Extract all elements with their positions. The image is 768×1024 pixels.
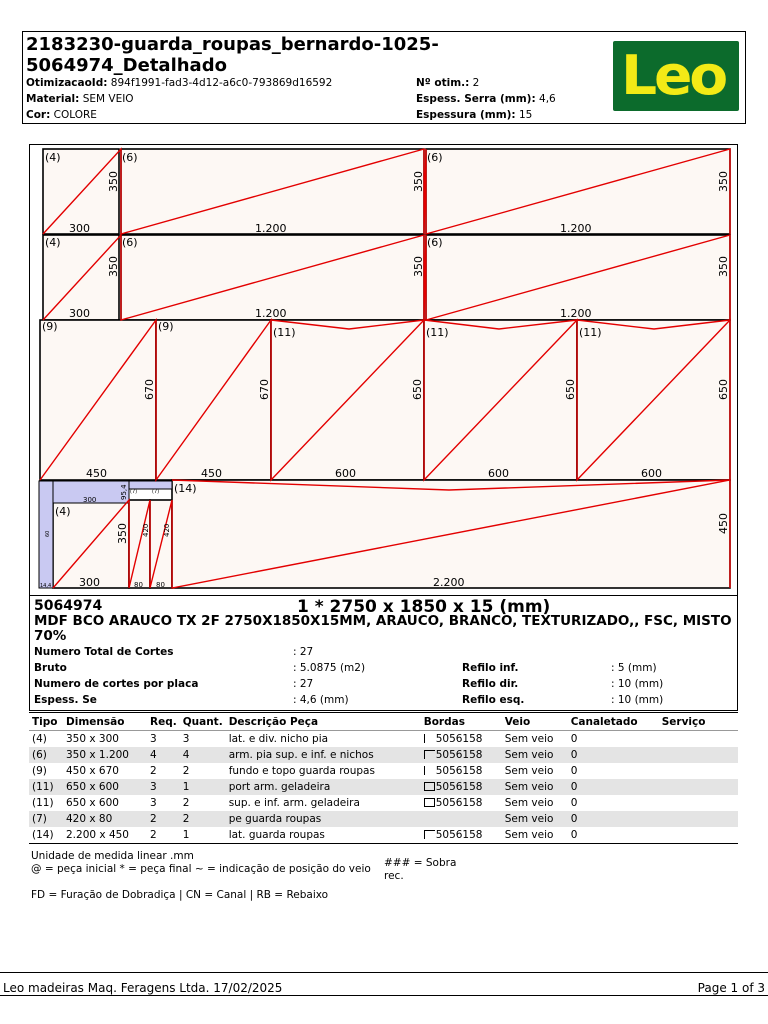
cell-descricao: fundo e topo guarda roupas	[228, 765, 375, 777]
cell-dimensao: 650 x 600	[63, 779, 147, 795]
table-row	[29, 747, 738, 763]
trim-label: Refilo dir.	[462, 678, 519, 690]
cell-bordas: 5056158	[421, 827, 502, 844]
table-row	[29, 779, 738, 795]
cell-quant: 3	[182, 733, 190, 745]
dimension-label: 650	[411, 379, 424, 400]
cell-tipo: (4)	[32, 733, 47, 745]
cell-veio: Sem veio	[502, 811, 568, 827]
trim-label: Refilo inf.	[462, 662, 519, 674]
dimension-label: 300	[69, 307, 90, 320]
dimension-label: 450	[86, 467, 107, 480]
dimension-label: 600	[641, 467, 662, 480]
color-field: Cor: COLORE	[26, 109, 97, 121]
col-servico: Serviço	[659, 713, 738, 731]
cell-quant: 1	[180, 779, 226, 795]
dimension-label: 350	[116, 523, 129, 544]
col-bordas: Bordas	[421, 713, 502, 731]
summary-value: : 27	[293, 678, 314, 690]
cell-servico	[659, 811, 738, 827]
cell-servico	[659, 747, 738, 763]
edge-banding-icon	[424, 814, 435, 823]
dimension-label: 450	[717, 513, 730, 534]
legend-codes: FD = Furação de Dobradiça | CN = Canal | RB = Rebaixo	[31, 889, 329, 901]
cell-quant: 2	[180, 811, 226, 827]
dimension-label: 350	[107, 171, 120, 192]
cell-servico	[659, 763, 738, 779]
edge-banding-icon	[424, 830, 435, 839]
dimension-label: (4)	[55, 505, 71, 518]
cell-req: 2	[150, 829, 157, 841]
cell-tipo: (11)	[32, 797, 54, 809]
cell-veio: Sem veio	[502, 747, 568, 763]
legend-symbols: @ = peça inicial * = peça final ~ = indicação de posição do veio	[31, 863, 371, 875]
cell-descricao: lat. e div. nicho pia	[228, 733, 329, 745]
dimension-label: 600	[335, 467, 356, 480]
summary-value: : 5.0875 (m2)	[293, 662, 366, 674]
cell-quant: 2	[182, 765, 190, 777]
trim-value: : 5 (mm)	[611, 662, 657, 674]
cell-bordas: 5056158	[421, 731, 502, 748]
cell-descricao: lat. guarda roupas	[228, 829, 325, 841]
col-tipo: Tipo	[29, 713, 63, 731]
dimension-label: (6)	[427, 236, 443, 249]
cell-canaletado: 0	[568, 779, 659, 795]
summary-label: Numero de cortes por placa	[34, 678, 199, 690]
page-number: Page 1 of 3	[697, 981, 765, 995]
cell-descricao: port arm. geladeira	[226, 779, 421, 795]
col-canaletado: Canaletado	[568, 713, 659, 731]
dimension-label: 60	[45, 530, 51, 537]
dimension-label: 420	[163, 523, 171, 537]
cell-servico	[659, 827, 738, 844]
dimension-label: 350	[717, 171, 730, 192]
cell-descricao: sup. e inf. arm. geladeira	[228, 797, 360, 809]
saw-thickness: Espess. Serra (mm): 4,6	[416, 93, 556, 105]
edge-banding-icon	[424, 750, 435, 759]
legend-units: Unidade de medida linear .mm	[31, 850, 194, 862]
cell-descricao: arm. pia sup. e inf. e nichos	[226, 747, 421, 763]
optimization-id: OtimizacaoId: 894f1991-fad3-4d12-a6c0-793869d16592	[26, 77, 333, 89]
board-thickness: Espessura (mm): 15	[416, 109, 533, 121]
dimension-label: 420	[142, 523, 150, 537]
cell-tipo: (9)	[32, 765, 47, 777]
dimension-label: (14)	[174, 482, 197, 495]
leo-logo: Leo	[613, 41, 739, 111]
summary-label: Bruto	[34, 662, 67, 674]
legend-sobra: ### = Sobra rec.	[384, 857, 457, 882]
dimension-label: 600	[488, 467, 509, 480]
cell-veio: Sem veio	[504, 797, 554, 809]
dimension-label: 1.200	[255, 307, 287, 320]
dimension-label: (7)	[130, 489, 138, 495]
dimension-label: 1.200	[560, 307, 592, 320]
cell-quant: 2	[182, 797, 190, 809]
cell-servico	[659, 731, 738, 748]
dimension-label: 1.200	[255, 222, 287, 235]
table-row	[29, 795, 738, 811]
dimension-label: (11)	[579, 326, 602, 339]
dimension-label: 650	[564, 379, 577, 400]
footer-company: Leo madeiras Maq. Feragens Ltda. 17/02/2025	[3, 981, 283, 995]
cell-tipo: (14)	[32, 829, 54, 841]
summary-value: : 27	[293, 646, 314, 658]
dimension-label: (6)	[122, 151, 138, 164]
dimension-label: 80	[134, 581, 143, 589]
dimension-label: (4)	[45, 236, 61, 249]
cell-canaletado: 0	[568, 747, 659, 763]
cell-descricao: pe guarda roupas	[226, 811, 421, 827]
dimension-label: (4)	[45, 151, 61, 164]
dimension-label: 14,4	[40, 583, 52, 589]
dimension-label: (6)	[122, 236, 138, 249]
dimension-label: 300	[83, 496, 97, 504]
cell-canaletado: 0	[570, 797, 578, 809]
pieces-table	[29, 712, 738, 844]
cell-bordas: 5056158	[421, 763, 502, 779]
otim-number: Nº otim.: 2	[416, 77, 480, 89]
dimension-label: (6)	[427, 151, 443, 164]
cell-bordas	[421, 811, 502, 827]
col-quant: Quant.	[180, 713, 226, 731]
cell-req: 2	[150, 765, 157, 777]
cell-veio: Sem veio	[502, 779, 568, 795]
cell-quant: 1	[182, 829, 190, 841]
dimension-label: (11)	[273, 326, 296, 339]
sheet-code: 5064974	[34, 598, 103, 614]
cell-canaletado: 0	[568, 811, 659, 827]
table-row	[29, 731, 738, 748]
col-req: Req.	[147, 713, 180, 731]
cell-canaletado: 0	[570, 765, 578, 777]
cell-tipo: (6)	[29, 747, 63, 763]
cell-servico	[659, 795, 738, 811]
dimension-label: 95,4	[120, 484, 128, 500]
dimension-label: 450	[201, 467, 222, 480]
edge-banding-icon	[424, 798, 435, 807]
edge-banding-icon	[424, 734, 435, 743]
cell-req: 2	[147, 811, 180, 827]
cell-bordas: 5056158	[421, 779, 502, 795]
dimension-label: 350	[412, 171, 425, 192]
table-row	[29, 827, 738, 844]
cell-req: 4	[147, 747, 180, 763]
summary-label: Numero Total de Cortes	[34, 646, 174, 658]
dimension-label: 350	[107, 256, 120, 277]
dimension-label: (9)	[42, 320, 58, 333]
dimension-label: 80	[156, 581, 165, 589]
table-row	[29, 763, 738, 779]
dimension-label: 350	[412, 256, 425, 277]
summary-label: Espess. Se	[34, 694, 97, 706]
dimension-label: 350	[717, 256, 730, 277]
cell-canaletado: 0	[570, 733, 578, 745]
summary-value: : 4,6 (mm)	[293, 694, 349, 706]
dimension-label: 300	[69, 222, 90, 235]
col-descricao: Descrição Peça	[226, 713, 421, 731]
cell-tipo: (7)	[29, 811, 63, 827]
material-description: MDF BCO ARAUCO TX 2F 2750X1850X15MM, ARAUCO, BRANCO, TEXTURIZADO,, FSC, MISTO 70%	[34, 613, 732, 644]
pieces	[40, 149, 730, 588]
dimension-label: (7)	[152, 489, 160, 495]
cell-veio: Sem veio	[504, 829, 554, 841]
dimension-label: 670	[143, 379, 156, 400]
trim-label: Refilo esq.	[462, 694, 525, 706]
cell-req: 3	[147, 779, 180, 795]
col-dimensao: Dimensão	[63, 713, 147, 731]
cell-req: 3	[150, 797, 157, 809]
trim-value: : 10 (mm)	[611, 694, 664, 706]
dimension-label: 1.200	[560, 222, 592, 235]
sheet-dimensions: 1 * 2750 x 1850 x 15 (mm)	[297, 597, 551, 617]
table-header	[29, 713, 738, 731]
dimension-label: 2.200	[433, 576, 465, 589]
document-title: 2183230-guarda_roupas_bernardo-1025-5064974_Detalhado	[26, 34, 439, 76]
edge-banding-icon	[424, 766, 435, 775]
dimension-label: (11)	[426, 326, 449, 339]
col-veio: Veio	[502, 713, 568, 731]
cell-bordas: 5056158	[421, 795, 502, 811]
table-row	[29, 811, 738, 827]
cell-req: 3	[150, 733, 157, 745]
dimension-label: (9)	[158, 320, 174, 333]
dimension-label: 300	[79, 576, 100, 589]
edge-banding-icon	[424, 782, 435, 791]
trim-value: : 10 (mm)	[611, 678, 664, 690]
cell-bordas: 5056158	[421, 747, 502, 763]
cell-servico	[659, 779, 738, 795]
cell-dimensao: 2.200 x 450	[66, 829, 129, 841]
cell-tipo: (11)	[29, 779, 63, 795]
cell-dimensao: 650 x 600	[66, 797, 119, 809]
cell-dimensao: 450 x 670	[66, 765, 119, 777]
scrap-thin	[129, 481, 172, 489]
cell-dimensao: 350 x 300	[66, 733, 119, 745]
dimension-label: 650	[717, 379, 730, 400]
cutting-layout	[29, 144, 738, 596]
cell-dimensao: 420 x 80	[63, 811, 147, 827]
cell-quant: 4	[180, 747, 226, 763]
cell-veio: Sem veio	[504, 765, 554, 777]
cell-canaletado: 0	[570, 829, 578, 841]
dimension-label: 670	[258, 379, 271, 400]
cell-veio: Sem veio	[504, 733, 554, 745]
cell-dimensao: 350 x 1.200	[63, 747, 147, 763]
material-field: Material: SEM VEIO	[26, 93, 134, 105]
